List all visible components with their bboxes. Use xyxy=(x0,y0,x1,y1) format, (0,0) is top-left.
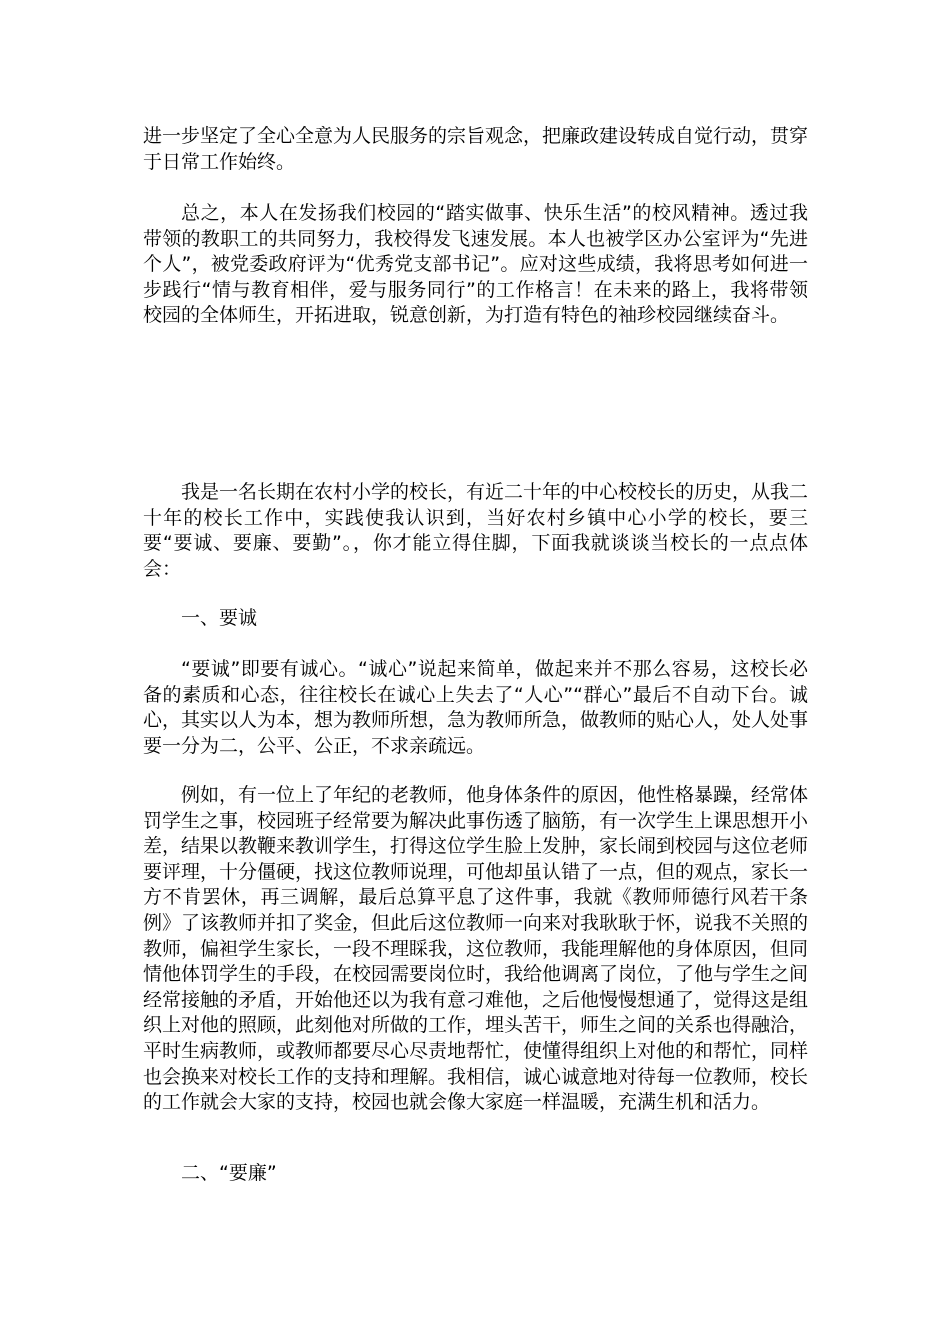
paragraph-summary xyxy=(143,201,808,329)
paragraph-text: 我是一名长期在农村小学的校长，有近二十年的中心校校长的历史，从我二十年的校长工作中，实践使我认识到，当好农村乡镇中心小学的校长，要三要“要诚、要廉、要勤”。，你才能立得住脚，下面我就谈谈当校长的一点点体会： xyxy=(143,481,809,580)
paragraph-text: 进一步坚定了全心全意为人民服务的宗旨观念，把廉政建设转成自觉行动，贯穿于日常工作始终。 xyxy=(143,125,809,173)
paragraph-text: 总之，本人在发扬我们校园的“踏实做事、快乐生活”的校风精神。透过我带领的教职工的共同努力，我校得发飞速发展。本人也被学区办公室评为“先进个人”，被党委政府评为“优秀党支部书记”。应对这些成绩，我将思考如何进一步践行“情与教育相伴，爱与服务同行”的工作格言！在未来的路上，我将带领校园的全体师生，开拓进取，锐意创新，为打造有特色的袖珍校园继续奋斗。 xyxy=(143,202,808,327)
paragraph-text: 例如，有一位上了年纪的老教师，他身体条件的原因，他性格暴躁，经常体罚学生之事，校园班子经常要为解决此事伤透了脑筋，有一次学生上课思想开小差，结果以教鞭来教训学生，打得这位学生脸上发肿，家长闹到校园与这位老师要评理，十分僵硬，找这位教师说理，可他却虽认错了一点，但的观点，家长一方不肯罢休，再三调解，最后总算平息了这件事，我就《教师师德行风若干条例》了该教师并扣了奖金，但此后这位教师一向来对我耿耿于怀，说我不关照的教师，偏袒学生家长，一段不理睬我，这位教师，我能理解他的身体原因，但同情他体罚学生的手段，在校园需要岗位时，我给他调离了岗位，了他与学生之间经常接触的矛盾，开始他还以为我有意刁难他，之后他慢慢想通了，觉得这是组织上对他的照顾，此刻他对所做的工作，埋头苦干，师生之间的关系也得融洽，平时生病教师，或教师都要尽心尽责地帮忙，使懂得组织上对他的和帮忙，同样也会换来对校长工作的支持和理解。我相信，诚心诚意地对待每一位教师，校长的工作就会大家的支持，校园也就会像大家庭一样温暖，充满生机和活力。 xyxy=(143,784,809,1114)
paragraph-introduction xyxy=(143,480,808,582)
section-heading-sincerity xyxy=(143,606,808,632)
paragraph-text: “要诚”即要有诚心。“诚心”说起来简单，做起来并不那么容易，这校长必备的素质和心态，往往校长在诚心上失去了“人心”“群心”最后不自动下台。诚心，其实以人为本，想为教师所想，急为教师所急，做教师的贴心人，处人处事要一分为二，公平、公正，不求亲疏远。 xyxy=(143,658,809,757)
paragraph-sincerity xyxy=(143,657,808,759)
paragraph-example xyxy=(143,783,808,1116)
section-heading-integrity xyxy=(143,1161,808,1187)
section-heading: 一、要诚 xyxy=(181,607,258,629)
section-heading: 二、“要廉” xyxy=(181,1162,277,1184)
paragraph-continuation xyxy=(143,124,808,175)
